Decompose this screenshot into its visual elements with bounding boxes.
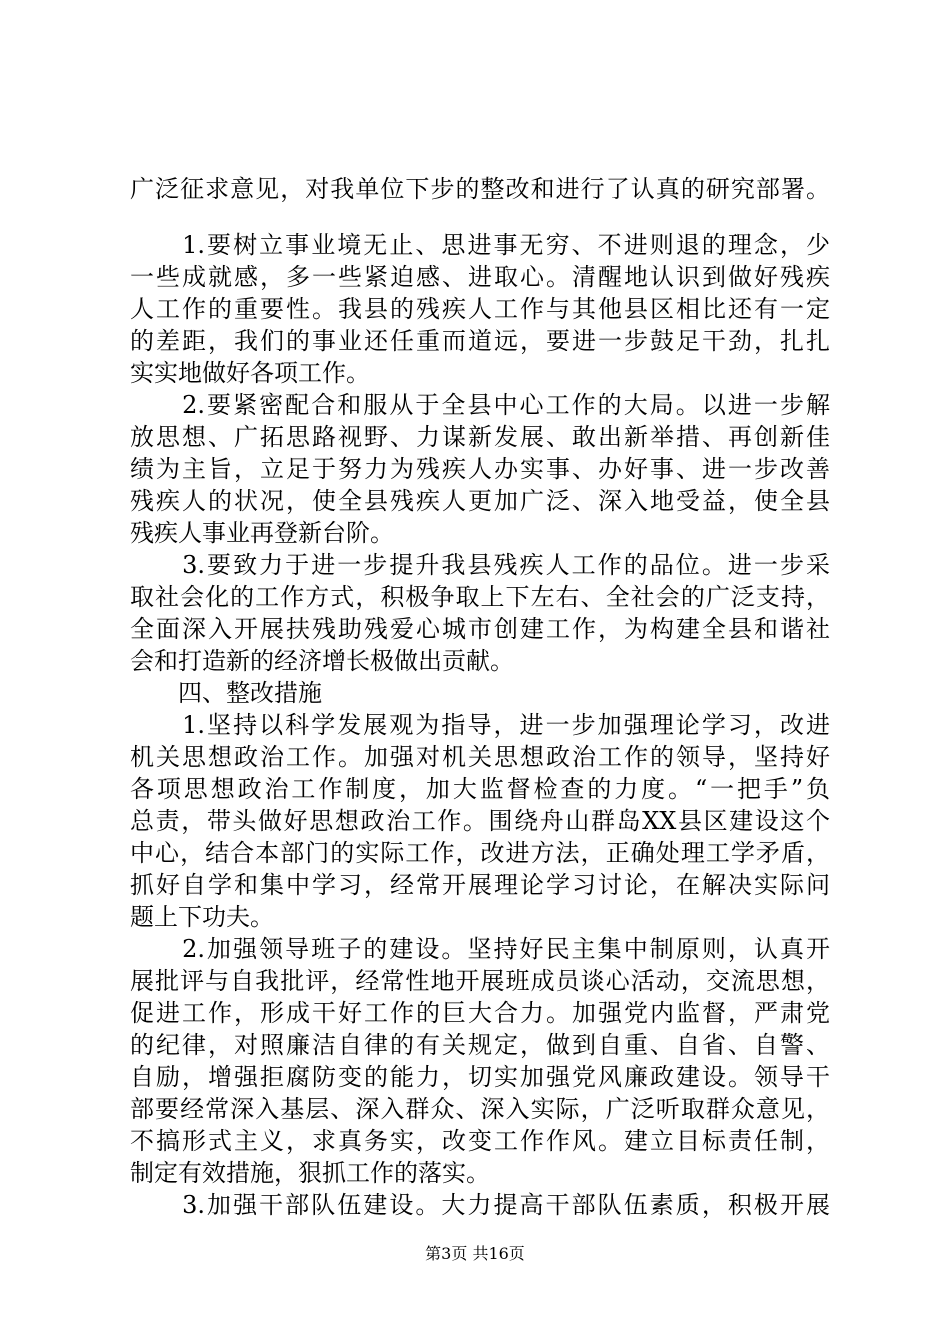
page-number: 第3页 共16页 bbox=[425, 1244, 525, 1263]
text-line: 各项思想政治工作制度，加大监督检查的力度。“一把手”负 bbox=[130, 775, 830, 803]
text-line: 会和打造新的经济增长极做出贡献。 bbox=[130, 647, 514, 675]
text-line: 2.加强领导班子的建设。坚持好民主集中制原则，认真开 bbox=[130, 935, 830, 963]
text-line: 的纪律，对照廉洁自律的有关规定，做到自重、自省、自警、 bbox=[130, 1031, 830, 1059]
text-line: 中心，结合本部门的实际工作，改进方法，正确处理工学矛盾， bbox=[130, 839, 830, 867]
text-line: 抓好自学和集中学习，经常开展理论学习讨论，在解决实际问 bbox=[130, 871, 830, 899]
section-heading: 四、整改措施 bbox=[130, 679, 322, 707]
text-line: 全面深入开展扶残助残爱心城市创建工作，为构建全县和谐社 bbox=[130, 615, 830, 643]
text-line: 2.要紧密配合和服从于全县中心工作的大局。以进一步解 bbox=[130, 391, 830, 419]
text-line: 部要经常深入基层、深入群众、深入实际，广泛听取群众意见， bbox=[130, 1095, 830, 1123]
text-line: 促进工作，形成干好工作的巨大合力。加强党内监督，严肃党 bbox=[130, 999, 830, 1027]
text-line: 残疾人事业再登新台阶。 bbox=[130, 519, 394, 547]
text-line: 放思想、广拓思路视野、力谋新发展、敢出新举措、再创新佳 bbox=[130, 423, 830, 451]
text-line: 实实地做好各项工作。 bbox=[130, 359, 370, 387]
text-line: 1.要树立事业境无止、思进事无穷、不进则退的理念，少 bbox=[130, 231, 830, 259]
text-line: 题上下功夫。 bbox=[130, 903, 274, 931]
text-line: 不搞形式主义，求真务实，改变工作作风。建立目标责任制， bbox=[130, 1127, 830, 1155]
text-line: 取社会化的工作方式，积极争取上下左右、全社会的广泛支持， bbox=[130, 583, 830, 611]
text-line: 一些成就感，多一些紧迫感、进取心。清醒地认识到做好残疾 bbox=[130, 263, 830, 291]
text-line: 广泛征求意见，对我单位下步的整改和进行了认真的研究部署。 bbox=[130, 175, 830, 203]
text-line: 人工作的重要性。我县的残疾人工作与其他县区相比还有一定 bbox=[130, 295, 830, 323]
text-line: 1.坚持以科学发展观为指导，进一步加强理论学习，改进 bbox=[130, 711, 830, 739]
text-line: 的差距，我们的事业还任重而道远，要进一步鼓足干劲，扎扎 bbox=[130, 327, 830, 355]
text-line: 自励，增强拒腐防变的能力，切实加强党风廉政建设。领导干 bbox=[130, 1063, 830, 1091]
text-line: 展批评与自我批评，经常性地开展班成员谈心活动，交流思想， bbox=[130, 967, 830, 995]
text-line: 总责，带头做好思想政治工作。围绕舟山群岛XX县区建设这个 bbox=[130, 807, 830, 835]
text-line: 绩为主旨，立足于努力为残疾人办实事、办好事、进一步改善 bbox=[130, 455, 830, 483]
text-line: 3.加强干部队伍建设。大力提高干部队伍素质，积极开展 bbox=[130, 1191, 830, 1219]
text-line: 制定有效措施，狠抓工作的落实。 bbox=[130, 1159, 490, 1187]
text-line: 残疾人的状况，使全县残疾人更加广泛、深入地受益，使全县 bbox=[130, 487, 830, 515]
text-line: 3.要致力于进一步提升我县残疾人工作的品位。进一步采 bbox=[130, 551, 830, 579]
text-line: 机关思想政治工作。加强对机关思想政治工作的领导，坚持好 bbox=[130, 743, 830, 771]
